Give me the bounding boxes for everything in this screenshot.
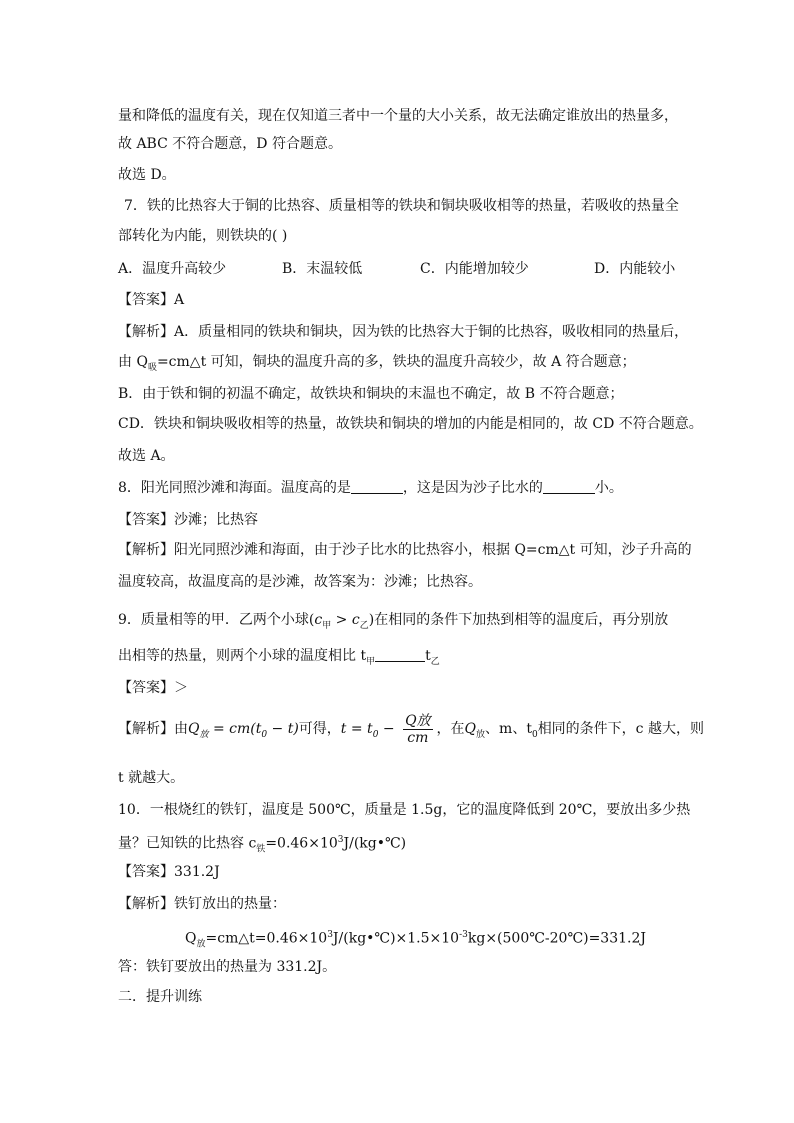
explanation-9: 【解析】由$Q_放 = cm(t_0 - t)$可得，$t = t_0$ − $\frac{\text{Q放}}{cm}$ ，在$Q_放$、m、$t_0$相同的条件下，c 越大，则 bbox=[118, 712, 704, 746]
explanation-10: 答：铁钉要放出的热量为 331.2J。 bbox=[118, 959, 337, 975]
explanation-10-formula: $Q_放=cm\triangle t=0.46\times 10^3J/(kg•℃)\times 1.5\times 10^{-3}kg\times(500℃-20℃)=331.2J$ bbox=[185, 930, 646, 950]
answer-8: 【答案】沙滩；比热容 bbox=[118, 512, 258, 528]
question-10-stem: 量？已知铁的比热容 $c_铁=0.46\times 10^3J/(kg•℃)$ bbox=[118, 835, 407, 855]
option-b: B．末温较低 bbox=[282, 261, 363, 277]
text-line: 故 ABC 不符合题意，D 符合题意。 bbox=[118, 136, 342, 152]
question-7-stem: 部转化为内能，则铁块的( ) bbox=[118, 228, 288, 244]
explanation-7: B．由于铁和铜的初温不确定，故铁块和铜块的末温也不确定，故 B 不符合题意； bbox=[118, 386, 624, 402]
formula: $Q_放 = cm(t_0 - t)$ bbox=[188, 721, 299, 740]
formula: $t = t_0$ − bbox=[340, 721, 400, 740]
explanation-9: t 就越大。 bbox=[118, 770, 185, 786]
explanation-10: 【解析】铁钉放出的热量： bbox=[118, 896, 286, 912]
section-heading: 二．提升训练 bbox=[118, 989, 202, 1005]
explanation-8: 【解析】阳光同照沙滩和海面，由于沙子比水的比热容小，根据 Q=cm△t 可知，沙子升高的 bbox=[118, 542, 692, 558]
explanation-7: 由 $Q_吸=cm\triangle t$ 可知，铜块的温度升高的多，铁块的温度升高较少，故 A 符合题意； bbox=[118, 354, 636, 373]
answer-blank bbox=[375, 647, 425, 662]
question-9-stem: 出相等的热量，则两个小球的温度相比 $t_甲$ $t_乙$ bbox=[118, 648, 440, 667]
explanation-7: 故选 A。 bbox=[118, 448, 175, 464]
question-7-stem: 7．铁的比热容大于铜的比热容、质量相等的铁块和铜块吸收相等的热量，若吸收的热量全 bbox=[124, 198, 679, 214]
option-c: C．内能增加较少 bbox=[420, 261, 529, 277]
fraction: $\frac{\text{Q放}}{cm}$ bbox=[405, 712, 431, 746]
option-d: D．内能较小 bbox=[594, 261, 676, 277]
option-a: A．温度升高较少 bbox=[118, 261, 227, 277]
answer-9: 【答案】＞ bbox=[118, 680, 188, 696]
explanation-7: CD．铁块和铜块吸收相等的热量，故铁块和铜块的增加的内能是相同的，故 CD 不符合题意。 bbox=[118, 416, 703, 432]
answer-7: 【答案】A bbox=[118, 292, 185, 308]
answer-blank bbox=[351, 479, 403, 494]
question-8-stem: 8．阳光同照沙滩和海面。温度高的是 ，这是因为沙子比水的 小。 bbox=[118, 480, 623, 496]
text-line: 量和降低的温度有关，现在仅知道三者中一个量的大小关系，故无法确定谁放出的热量多， bbox=[118, 108, 678, 124]
text-line: 故选 D。 bbox=[118, 167, 176, 183]
answer-10: 【答案】331.2J bbox=[118, 864, 220, 880]
explanation-8: 温度较高，故温度高的是沙滩，故答案为：沙滩；比热容。 bbox=[118, 574, 482, 590]
question-10-stem: 10．一根烧红的铁钉，温度是 500℃，质量是 1.5g，它的温度降低到 20℃，要放出多少热 bbox=[118, 802, 691, 818]
question-9-stem: 9．质量相等的甲．乙两个小球$(c_甲 > c_乙)$在相同的条件下加热到相等的温度后，再分别放 bbox=[118, 612, 669, 631]
explanation-7: 【解析】A．质量相同的铁块和铜块，因为铁的比热容大于铜的比热容，吸收相同的热量后， bbox=[118, 324, 689, 340]
answer-blank bbox=[543, 479, 595, 494]
